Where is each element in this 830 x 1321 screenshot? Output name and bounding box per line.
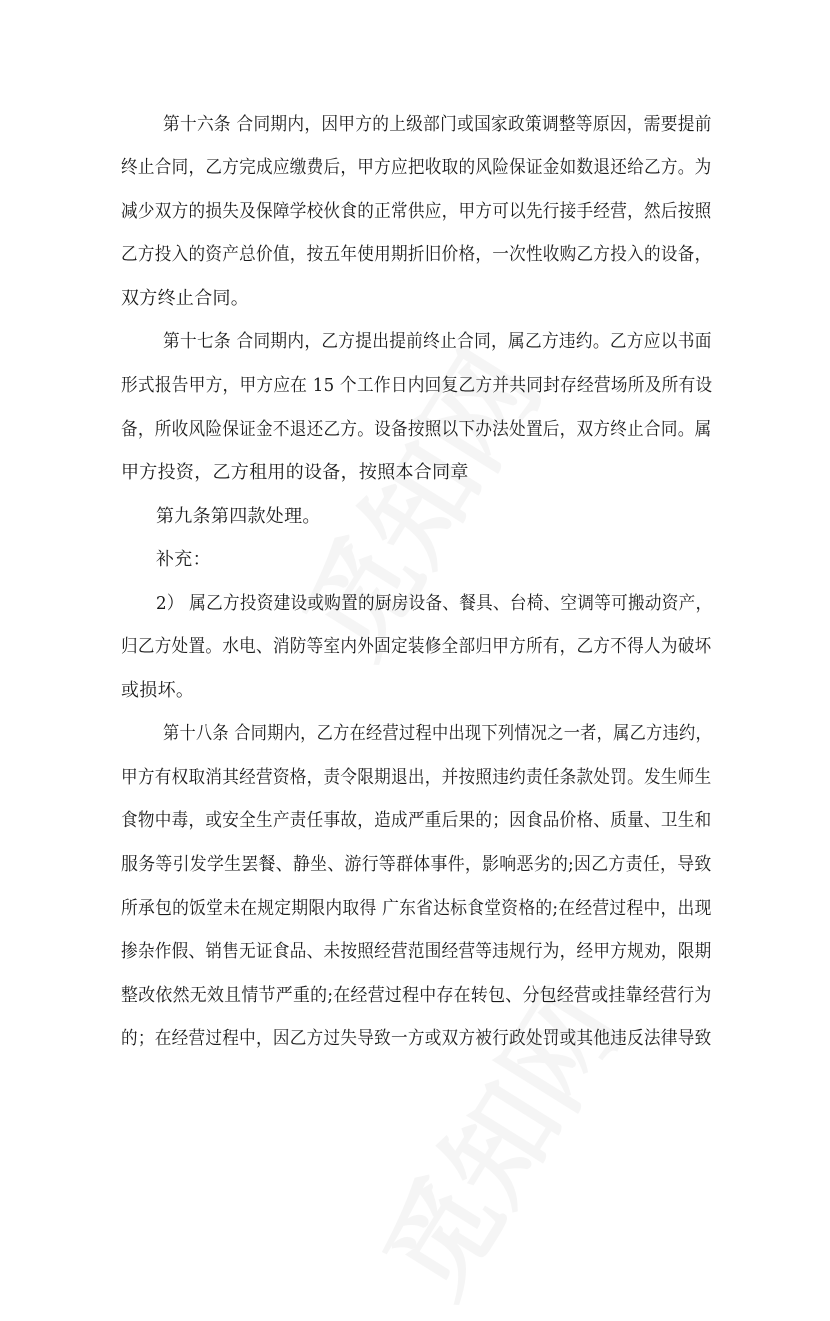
paragraph-line: 食物中毒，或安全生产责任事故，造成严重后果的；因食品价格、质量、卫生和 [121,810,712,831]
paragraph-line: 服务等引发学生罢餐、静坐、游行等群体事件，影响恶劣的;因乙方责任，导致 [121,854,712,875]
paragraph-line: 第十七条 合同期内，乙方提出提前终止合同，属乙方违约。乙方应以书面 [163,331,712,352]
paragraph-line: 补充： [156,549,211,570]
paragraph-line: 甲方投资，乙方租用的设备，按照本合同章 [121,462,469,483]
paragraph-line: 第九条第四款处理。 [156,506,321,527]
paragraph-line: 第十八条 合同期内，乙方在经营过程中出现下列情况之一者，属乙方违约， [163,723,712,744]
paragraph-line: 形式报告甲方，甲方应在 15 个工作日内回复乙方并共同封存经营场所及所有设 [121,375,713,396]
paragraph-line: 所承包的饭堂未在规定期限内取得 广东省达标食堂资格的;在经营过程中，出现 [121,898,712,919]
watermark [261,317,570,681]
paragraph-line: 终止合同，乙方完成应缴费后，甲方应把收取的风险保证金如数退还给乙方。为 [121,157,712,178]
paragraph-line: 备，所收风险保证金不退还乙方。设备按照以下办法处置后，双方终止合同。属 [121,419,712,440]
paragraph-line: 2） 属乙方投资建设或购置的厨房设备、餐具、台椅、空调等可搬动资产， [156,593,713,614]
paragraph-line: 或损坏。 [121,680,195,701]
paragraph-line: 的；在经营过程中，因乙方过失导致一方或双方被行政处罚或其他违反法律导致 [121,1028,712,1049]
paragraph-line: 乙方投入的资产总价值，按五年使用期折旧价格，一次性收购乙方投入的设备， [121,244,712,265]
paragraph-line: 掺杂作假、销售无证食品、未按照经营范围经营等违规行为，经甲方规劝，限期 [121,941,712,962]
paragraph-line: 第十六条 合同期内，因甲方的上级部门或国家政策调整等原因，需要提前 [163,114,712,135]
paragraph-line: 甲方有权取消其经营资格，责令限期退出，并按照违约责任条款处罚。发生师生 [121,767,712,788]
paragraph-line: 归乙方处置。水电、消防等室内外固定装修全部归甲方所有，乙方不得人为破坏 [121,636,712,657]
paragraph-line: 减少双方的损失及保障学校伙食的正常供应，甲方可以先行接手经营，然后按照 [121,201,712,222]
paragraph-line: 整改依然无效且情节严重的;在经营过程中存在转包、分包经营或挂靠经营行为 [121,985,712,1006]
paragraph-line: 双方终止合同。 [121,288,250,309]
watermark [341,957,650,1321]
